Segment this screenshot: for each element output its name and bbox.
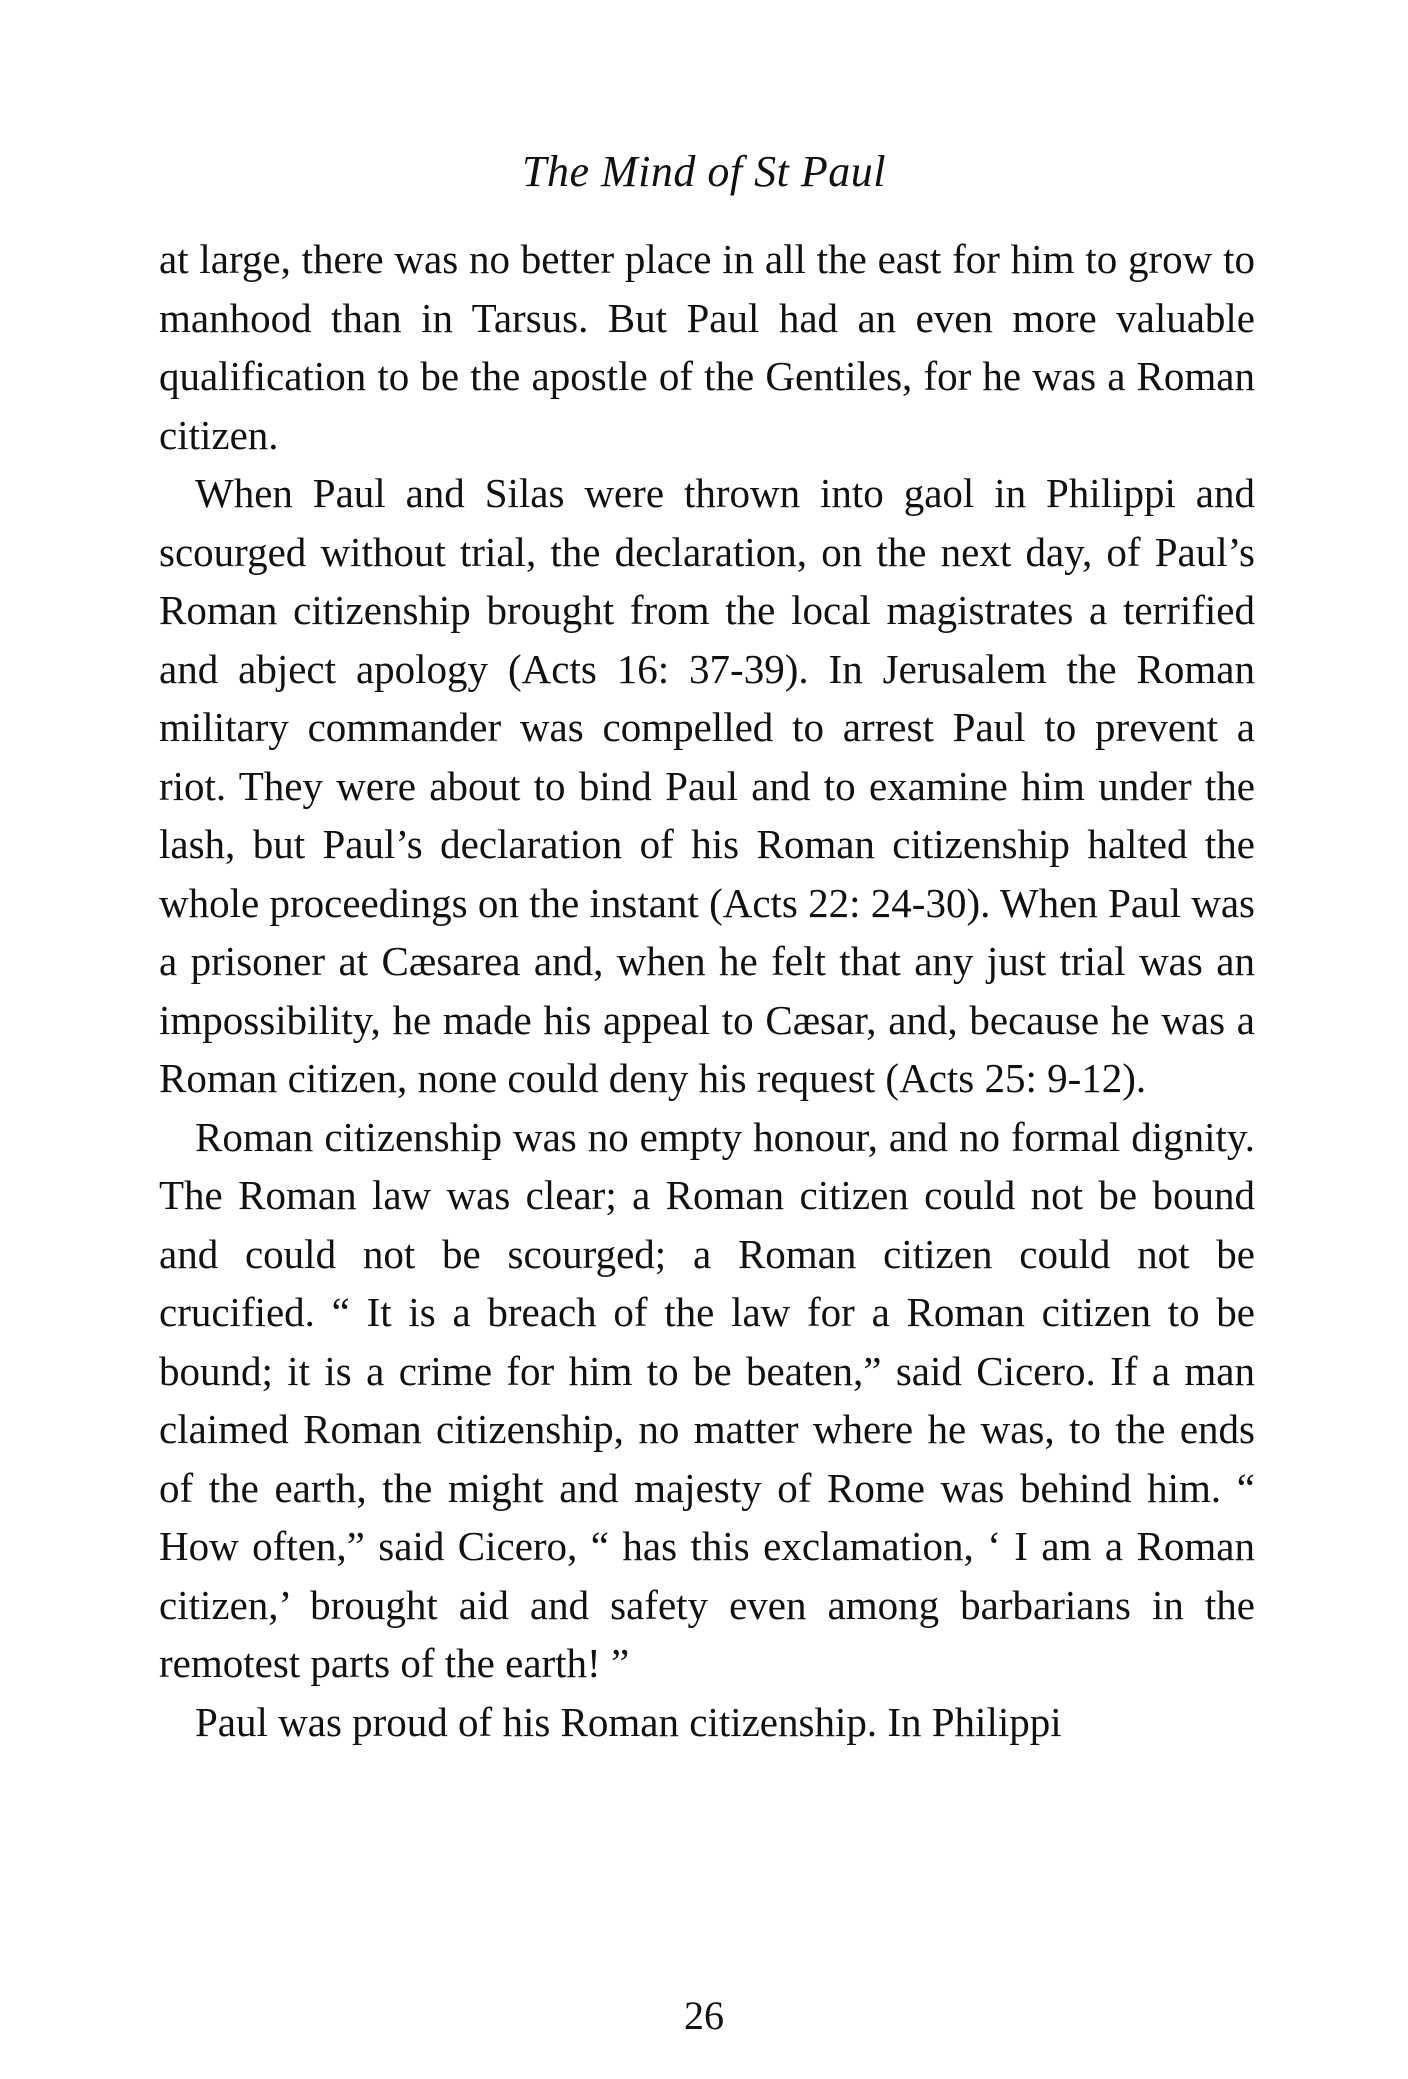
paragraph-philippi-jerusalem: When Paul and Silas were thrown into gaol in Philippi and scourged without trial, the declaration, on the next day, of Paul’s Roman citizenship brought from the local magistrates a terrified and abject apology (Acts 16: 37-39). In Jerusalem the Roman military commander was compelled to arrest Paul to prevent a riot. They were about to bind Paul and to examine him under the lash, but Paul’s declaration of his Roman citizenship halted the whole proceedings on the instant (Acts 22: 24-30). When Paul was a prisoner at Cæsarea and, when he felt that any just trial was an impossibility, he made his appeal to Cæsar, and, because he was a Roman citizen, none could deny his request (Acts 25: 9-12). xyxy=(159,470,1255,1101)
paragraph-continuation: at large, there was no better place in all the east for him to grow to manhood than in Tarsus. But Paul had an even more valuable qualification to be the apostle of the Gentiles, for he was a Roman citizen. xyxy=(159,236,1255,458)
page-number: 26 xyxy=(684,1993,724,2038)
paragraph-roman-citizenship: Roman citizenship was no empty honour, and no formal dignity. The Roman law was clear; a Roman citizen could not be bound and could not be scourged; a Roman citizen could not be crucified. “ It is a breach of the law for a Roman citizen to be bound; it is a crime for him to be beaten,” said Cicero. If a man claimed Roman citizenship, no matter where he was, to the ends of the earth, the might and majesty of Rome was behind him. “ How often,” said Cicero, “ has this exclamation, ‘ I am a Roman citizen,’ brought aid and safety even among barbarians in the remotest parts of the earth! ” xyxy=(159,1113,1255,1686)
body-text xyxy=(159,230,1255,1751)
paragraph-paul-proud: Paul was proud of his Roman citizenship. In Philippi xyxy=(195,1698,1062,1745)
running-head: The Mind of St Paul xyxy=(522,147,886,196)
